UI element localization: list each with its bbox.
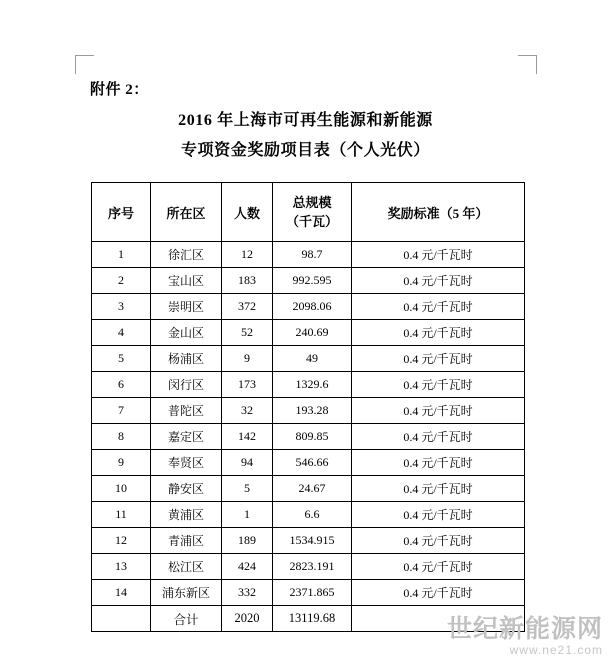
- cell-standard: 0.4 元/千瓦时: [352, 294, 525, 320]
- cell-district: 金山区: [151, 320, 222, 346]
- cell-standard: 0.4 元/千瓦时: [352, 320, 525, 346]
- column-header-index: 序号: [92, 183, 151, 242]
- cell-standard: 0.4 元/千瓦时: [352, 528, 525, 554]
- cell-capacity: 2371.865: [273, 580, 352, 606]
- crop-mark-top-left: [75, 55, 94, 74]
- cell-count: 52: [222, 320, 273, 346]
- cell-index: 1: [92, 242, 151, 268]
- table-row: [92, 398, 525, 424]
- column-header-district: 所在区: [151, 183, 222, 242]
- table-row: [92, 372, 525, 398]
- cell-capacity: 1329.6: [273, 372, 352, 398]
- cell-standard: 0.4 元/千瓦时: [352, 346, 525, 372]
- column-header-capacity: [273, 183, 352, 242]
- cell-capacity: 240.69: [273, 320, 352, 346]
- table-row: [92, 554, 525, 580]
- cell-district: 徐汇区: [151, 242, 222, 268]
- column-header-standard: 奖励标准（5 年）: [352, 183, 525, 242]
- cell-capacity: 546.66: [273, 450, 352, 476]
- cell-standard: 0.4 元/千瓦时: [352, 476, 525, 502]
- cell-index: 2: [92, 268, 151, 294]
- rewarded-projects-table: [91, 182, 525, 632]
- column-header-capacity-line1: 总规模: [292, 195, 332, 210]
- table-row: [92, 580, 525, 606]
- cell-count: 173: [222, 372, 273, 398]
- cell-index: 7: [92, 398, 151, 424]
- cell-standard: 0.4 元/千瓦时: [352, 268, 525, 294]
- cell-standard: 0.4 元/千瓦时: [352, 502, 525, 528]
- cell-count: 1: [222, 502, 273, 528]
- cell-capacity: 992.595: [273, 268, 352, 294]
- table-row: [92, 242, 525, 268]
- cell-capacity: 2823.191: [273, 554, 352, 580]
- cell-count: 183: [222, 268, 273, 294]
- cell-district: 嘉定区: [151, 424, 222, 450]
- cell-index: 8: [92, 424, 151, 450]
- cell-count: 142: [222, 424, 273, 450]
- cell-district: 青浦区: [151, 528, 222, 554]
- cell-count: 332: [222, 580, 273, 606]
- cell-capacity: 24.67: [273, 476, 352, 502]
- cell-district: 静安区: [151, 476, 222, 502]
- cell-total-count: 2020: [222, 606, 273, 632]
- cell-count: 32: [222, 398, 273, 424]
- watermark-url: www.ne21.com: [509, 643, 603, 657]
- cell-district: 崇明区: [151, 294, 222, 320]
- title-line-2: 专项资金奖励项目表（个人光伏）: [180, 142, 430, 159]
- cell-index: 14: [92, 580, 151, 606]
- cell-standard: 0.4 元/千瓦时: [352, 242, 525, 268]
- cell-capacity: 193.28: [273, 398, 352, 424]
- attachment-label: 附件 2：: [90, 82, 149, 98]
- cell-capacity: 98.7: [273, 242, 352, 268]
- cell-district: 浦东新区: [151, 580, 222, 606]
- cell-district: 普陀区: [151, 398, 222, 424]
- site-watermark: [447, 617, 603, 656]
- cell-index: 10: [92, 476, 151, 502]
- cell-count: 12: [222, 242, 273, 268]
- cell-district: 奉贤区: [151, 450, 222, 476]
- table-row: [92, 476, 525, 502]
- table-row: [92, 268, 525, 294]
- cell-count: 9: [222, 346, 273, 372]
- cell-count: 189: [222, 528, 273, 554]
- cell-capacity: 809.85: [273, 424, 352, 450]
- cell-count: 424: [222, 554, 273, 580]
- table-row: [92, 502, 525, 528]
- cell-standard: 0.4 元/千瓦时: [352, 398, 525, 424]
- column-header-count: 人数: [222, 183, 273, 242]
- cell-index: 3: [92, 294, 151, 320]
- cell-standard: 0.4 元/千瓦时: [352, 450, 525, 476]
- cell-index: 12: [92, 528, 151, 554]
- table-row: [92, 320, 525, 346]
- table-row: [92, 450, 525, 476]
- cell-standard: 0.4 元/千瓦时: [352, 580, 525, 606]
- cell-count: 372: [222, 294, 273, 320]
- cell-total-label: 合计: [151, 606, 222, 632]
- cell-standard: 0.4 元/千瓦时: [352, 424, 525, 450]
- cell-district: 宝山区: [151, 268, 222, 294]
- cell-index: 6: [92, 372, 151, 398]
- document-title: [0, 106, 611, 166]
- cell-total-capacity: 13119.68: [273, 606, 352, 632]
- table-row: [92, 424, 525, 450]
- cell-index: 9: [92, 450, 151, 476]
- table-body: [92, 242, 525, 632]
- cell-district: 闵行区: [151, 372, 222, 398]
- table-row: [92, 528, 525, 554]
- table-row: [92, 346, 525, 372]
- table-header-row: [92, 183, 525, 242]
- cell-district: 杨浦区: [151, 346, 222, 372]
- cell-capacity: 6.6: [273, 502, 352, 528]
- cell-capacity: 49: [273, 346, 352, 372]
- cell-standard: 0.4 元/千瓦时: [352, 554, 525, 580]
- cell-capacity: 2098.06: [273, 294, 352, 320]
- cell-district: 黄浦区: [151, 502, 222, 528]
- table-row: [92, 294, 525, 320]
- crop-mark-top-right: [518, 55, 537, 74]
- watermark-title: 世纪新能源网: [446, 615, 603, 643]
- cell-capacity: 1534.915: [273, 528, 352, 554]
- cell-district: 松江区: [151, 554, 222, 580]
- cell-index: 5: [92, 346, 151, 372]
- cell-index: 13: [92, 554, 151, 580]
- cell-standard: 0.4 元/千瓦时: [352, 372, 525, 398]
- cell-total-index-empty: [92, 606, 151, 632]
- cell-index: 11: [92, 502, 151, 528]
- title-line-1: 2016 年上海市可再生能源和新能源: [178, 112, 433, 129]
- cell-index: 4: [92, 320, 151, 346]
- cell-count: 94: [222, 450, 273, 476]
- column-header-capacity-line2: （千瓦）: [285, 214, 338, 229]
- cell-count: 5: [222, 476, 273, 502]
